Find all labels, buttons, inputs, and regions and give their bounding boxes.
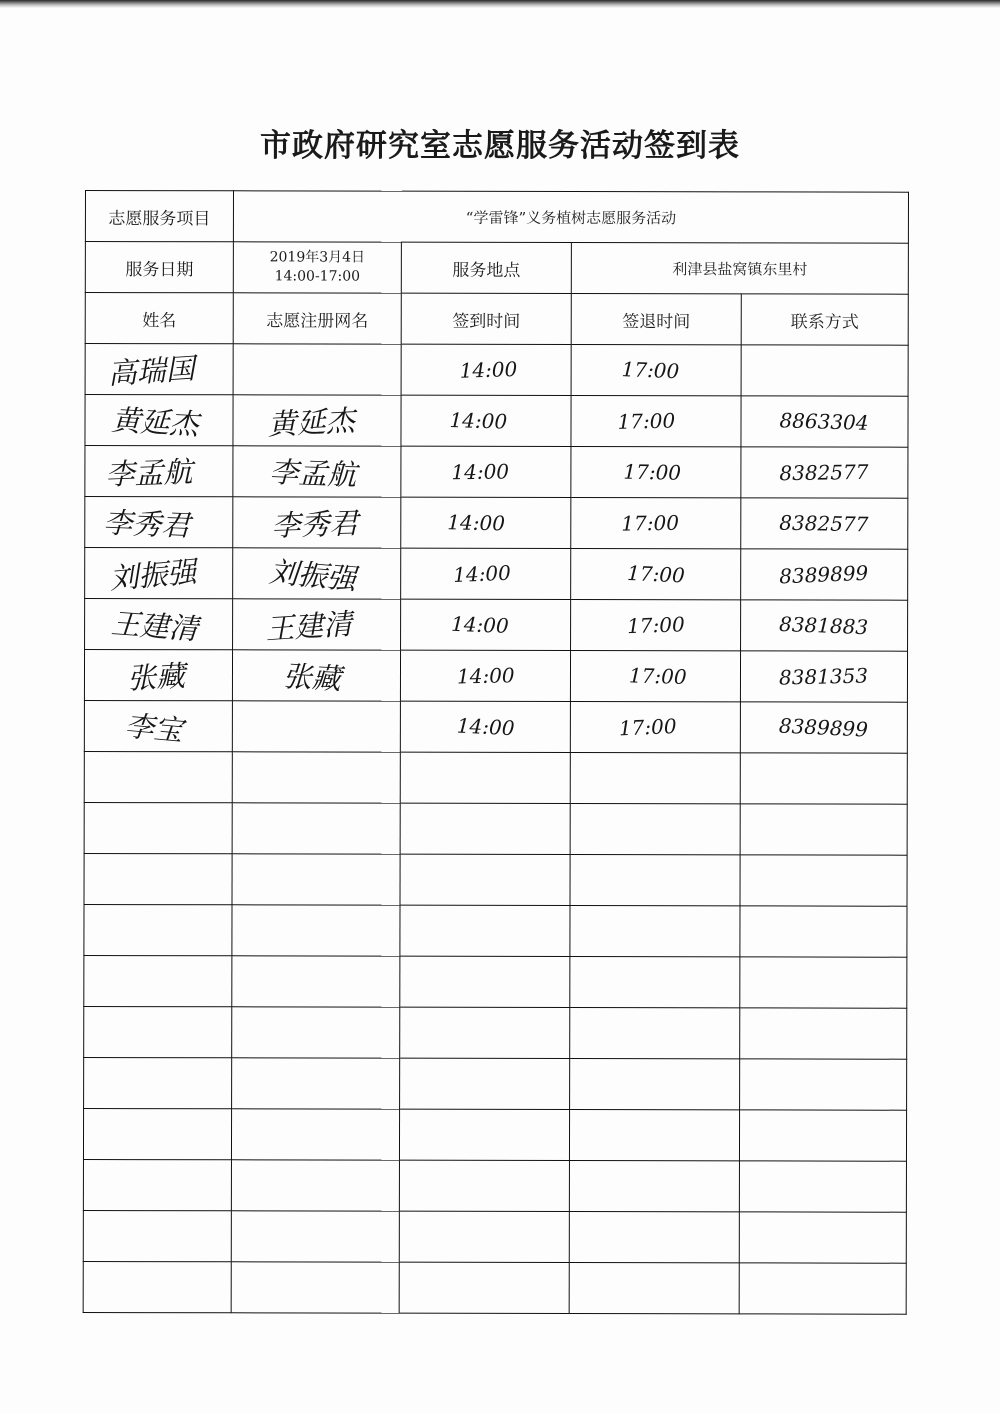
empty-cell (740, 1059, 907, 1110)
empty-cell (84, 802, 232, 853)
empty-row (84, 802, 907, 855)
empty-cell (739, 1263, 906, 1314)
volunteer-username (233, 344, 401, 395)
volunteer-row (84, 700, 907, 753)
date-value (233, 242, 401, 293)
checkin-time (401, 344, 571, 395)
checkin-time (400, 650, 570, 701)
volunteer-username (233, 395, 401, 446)
column-header-checkout: 签退时间 (571, 294, 741, 345)
volunteer-name-text: 王建清 (109, 605, 200, 646)
empty-cell (83, 1108, 231, 1159)
empty-row (83, 1108, 906, 1161)
empty-cell (570, 855, 740, 906)
empty-cell (739, 1161, 906, 1212)
contact-phone-text: 8382577 (779, 459, 870, 486)
volunteer-username-text: 刘振强 (267, 554, 358, 596)
column-header-name: 姓名 (85, 293, 233, 344)
checkin-time (401, 599, 571, 650)
volunteer-name (85, 446, 233, 497)
contact-phone (741, 498, 908, 549)
volunteer-username-text: 李秀君 (270, 505, 359, 543)
empty-cell (232, 854, 400, 905)
empty-cell (83, 1210, 231, 1261)
empty-cell (84, 853, 232, 904)
checkin-time (401, 497, 571, 548)
checkout-time-text: 17:00 (626, 612, 685, 639)
contact-phone-text: 8389899 (778, 713, 869, 742)
empty-cell (231, 1160, 399, 1211)
volunteer-row (85, 599, 908, 652)
empty-cell (740, 753, 907, 804)
volunteer-row (85, 446, 908, 499)
volunteer-name (85, 344, 233, 395)
checkout-time-text: 17:00 (620, 510, 679, 536)
volunteer-username (232, 701, 400, 752)
volunteer-username-text: 李孟航 (268, 454, 357, 492)
empty-cell (400, 752, 570, 803)
date-line-1: 2019年3月4日 (269, 249, 366, 266)
checkout-time (571, 600, 741, 651)
checkin-time-text: 14:00 (452, 560, 511, 588)
empty-cell (739, 1110, 906, 1161)
checkout-time (571, 498, 741, 549)
empty-cell (399, 1262, 569, 1313)
checkout-time-text: 17:00 (618, 713, 677, 741)
checkin-time-text: 14:00 (458, 356, 518, 383)
empty-cell (84, 751, 232, 802)
checkin-time-text: 14:00 (456, 663, 515, 689)
location-value: 利津县盐窝镇东里村 (571, 243, 908, 295)
volunteer-row (85, 344, 908, 397)
location-label: 服务地点 (401, 242, 571, 293)
page-title: 市政府研究室志愿服务活动签到表 (260, 128, 740, 164)
checkin-time (401, 548, 571, 599)
empty-cell (570, 906, 740, 957)
volunteer-name (85, 497, 233, 548)
empty-cell (740, 906, 907, 957)
empty-cell (400, 854, 570, 905)
empty-cell (84, 1006, 232, 1057)
empty-cell (400, 803, 570, 854)
contact-phone-text: 8389899 (779, 560, 870, 589)
empty-row (84, 751, 907, 804)
checkout-time-text: 17:00 (628, 663, 687, 690)
empty-cell (232, 1007, 400, 1058)
project-value: “学雷锋”义务植树志愿服务活动 (233, 191, 908, 243)
checkout-time (571, 396, 741, 447)
volunteer-name (84, 700, 232, 751)
empty-cell (399, 1160, 569, 1211)
empty-cell (740, 957, 907, 1008)
empty-cell (570, 1008, 740, 1059)
empty-row (83, 1159, 906, 1212)
contact-phone (741, 345, 908, 396)
checkout-time (571, 345, 741, 396)
checkout-time (570, 651, 740, 702)
project-row (85, 191, 908, 244)
project-label: 志愿服务项目 (85, 191, 233, 242)
empty-cell (740, 1008, 907, 1059)
volunteer-name-text: 李秀君 (102, 505, 191, 543)
contact-phone (740, 651, 907, 702)
checkout-time-text: 17:00 (616, 408, 676, 434)
volunteer-name (85, 599, 233, 650)
checkin-time-text: 14:00 (450, 459, 509, 485)
empty-row (84, 1006, 907, 1059)
volunteer-row (85, 548, 908, 601)
empty-cell (399, 1109, 569, 1160)
empty-cell (232, 752, 400, 803)
empty-cell (231, 1262, 399, 1313)
empty-cell (400, 1058, 570, 1109)
contact-phone-text: 8863304 (779, 408, 870, 435)
checkin-time-text: 14:00 (448, 408, 508, 434)
empty-cell (569, 1212, 739, 1263)
volunteer-name-text: 李孟航 (104, 454, 193, 492)
volunteer-username (232, 650, 400, 701)
contact-phone (741, 600, 908, 651)
volunteer-username (233, 497, 401, 548)
empty-cell (570, 753, 740, 804)
checkin-time (401, 446, 571, 497)
volunteer-row (85, 395, 908, 448)
empty-cell (570, 1059, 740, 1110)
volunteer-name-text: 刘振强 (108, 553, 198, 596)
volunteer-name-text: 高瑞国 (106, 350, 196, 391)
empty-cell (232, 905, 400, 956)
contact-phone-text: 8382577 (779, 510, 870, 537)
empty-cell (739, 1212, 906, 1263)
empty-cell (84, 904, 232, 955)
checkout-time (571, 447, 741, 498)
empty-cell (740, 804, 907, 855)
empty-cell (740, 855, 907, 906)
empty-cell (83, 1261, 231, 1312)
checkout-time (571, 549, 741, 600)
contact-phone-text: 8381883 (779, 611, 870, 640)
checkin-time-text: 14:00 (456, 713, 515, 741)
checkout-time (570, 702, 740, 753)
empty-cell (569, 1110, 739, 1161)
volunteer-name-text: 黄延杰 (110, 402, 200, 441)
volunteer-username-text: 张藏 (282, 658, 343, 696)
checkin-time (400, 701, 570, 752)
volunteer-row (84, 650, 907, 703)
empty-cell (84, 955, 232, 1006)
empty-cell (83, 1159, 231, 1210)
empty-cell (232, 956, 400, 1007)
empty-row (84, 853, 907, 906)
empty-row (84, 904, 907, 957)
date-location-row (85, 242, 908, 295)
scan-edge (0, 0, 1000, 8)
empty-cell (570, 957, 740, 1008)
empty-row (83, 1261, 906, 1314)
empty-cell (232, 803, 400, 854)
empty-cell (569, 1161, 739, 1212)
column-header-username: 志愿注册网名 (233, 293, 401, 344)
empty-row (84, 955, 907, 1008)
volunteer-name (84, 650, 232, 701)
empty-cell (569, 1263, 739, 1314)
volunteer-username (233, 446, 401, 497)
empty-cell (232, 1058, 400, 1109)
column-header-row (85, 293, 908, 346)
empty-cell (400, 905, 570, 956)
empty-cell (400, 1007, 570, 1058)
date-label: 服务日期 (85, 242, 233, 293)
volunteer-username-text: 王建清 (264, 606, 354, 646)
column-header-contact: 联系方式 (741, 294, 908, 345)
sign-in-table (83, 190, 909, 1315)
date-line-2: 14:00-17:00 (274, 268, 361, 285)
empty-cell (400, 956, 570, 1007)
contact-phone (740, 702, 907, 753)
checkout-time-text: 17:00 (620, 357, 680, 384)
contact-phone (741, 396, 908, 447)
empty-cell (84, 1057, 232, 1108)
contact-phone (741, 447, 908, 498)
column-header-checkin: 签到时间 (401, 293, 571, 344)
checkin-time (401, 395, 571, 446)
empty-cell (570, 804, 740, 855)
checkout-time-text: 17:00 (622, 459, 681, 485)
volunteer-name (85, 548, 233, 599)
volunteer-name-text: 张藏 (126, 658, 187, 696)
contact-phone (741, 549, 908, 600)
empty-row (84, 1057, 907, 1110)
volunteer-row (85, 497, 908, 550)
checkout-time-text: 17:00 (626, 560, 686, 588)
checkin-time-text: 14:00 (446, 510, 505, 536)
volunteer-username (233, 548, 401, 599)
volunteer-username-text: 黄延杰 (266, 402, 356, 442)
checkin-time-text: 14:00 (450, 611, 509, 638)
contact-phone-text: 8381353 (779, 663, 869, 690)
volunteer-name (85, 395, 233, 446)
volunteer-name-text: 李宝 (123, 708, 185, 748)
empty-cell (399, 1211, 569, 1262)
volunteer-username (233, 599, 401, 650)
empty-cell (231, 1211, 399, 1262)
empty-cell (231, 1109, 399, 1160)
empty-row (83, 1210, 906, 1263)
